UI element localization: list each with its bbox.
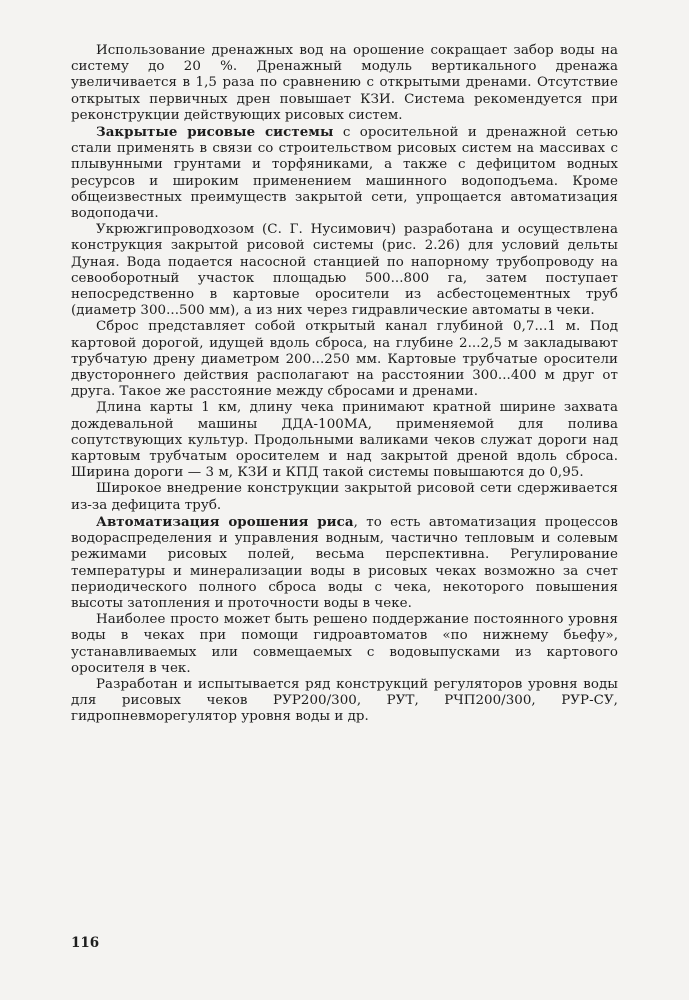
paragraph-text: Использование дренажных вод на орошение сокращает забор воды на систему до 20 %. Дренажный модуль вертикального дренажа увеличивается в 1,5 раза по сравнению с открытыми дренами. Отсутствие открытых первичных дрен повышает КЗИ. Система рекомендуется при реконструкции действующих рисовых систем. [71, 43, 618, 123]
paragraph-water-level [71, 612, 618, 677]
paragraph-lead: Закрытые рисовые системы [96, 124, 334, 141]
paragraph-text: Длина карты 1 км, длину чека принимают кратной ширине захвата дождевальной машины ДДА-100МА, применяемой для полива сопутствующих культур. Продольными валиками чеков служат дороги над картовым трубчатым оросителем и над закрытой дреной вдоль сброса. Ширина дороги — 3 м, КЗИ и КПД такой системы повышаются до 0,95. [71, 400, 618, 481]
paragraph-text: с оросительной и дренажной сетью стали применять в связи со строительством рисовых систем на массивах с плывунными грунтами и торфяниками, а также с дефицитом водных ресурсов и широким применением машинного водоподъема. Кроме общеизвестных преимуществ закрытой сети, упрощается автоматизация водоподачи. [71, 125, 618, 222]
paragraph-field-length [71, 400, 618, 481]
paragraph-lead: Автоматизация орошения риса [96, 513, 354, 530]
paragraph-text: Широкое внедрение конструкции закрытой рисовой сети сдерживается из-за дефицита труб. [71, 481, 618, 513]
paragraph-text: Сброс представляет собой открытый канал глубиной 0,7...1 м. Под картовой дорогой, идущей вдоль сброса, на глубине 2...2,5 м закладывают трубчатую дрену диаметром 200...250 мм. Картовые трубчатые оросители двустороннего действия располагают на расстоянии 300...400 м друг от друга. Такое же расстояние между сбросами и дренами. [71, 319, 618, 400]
paragraph-closed-rice-systems [71, 124, 618, 222]
paragraph-drainage-canal [71, 319, 618, 400]
page-number: 116 [71, 935, 100, 951]
paragraph-text: , то есть автоматизация процессов водораспределения и управления водным, частично тепловым и солевым режимами рисовых полей, весьма перспективна. Регулирование температуры и минерализации воды в рисовых чеках возможно за счет периодического полного сброса воды с чека, некоторого повышения высоты затопления и проточности воды в чеке. [71, 514, 618, 611]
body-text [71, 43, 618, 726]
paragraph-text: Разработан и испытывается ряд конструкций регуляторов уровня воды для рисовых чеков РУР200/300, РУТ, РЧП200/300, РУР-СУ, гидропневморегулятор уровня воды и др. [71, 676, 618, 725]
paragraph-ukryuzhgiprovodkhoz [71, 222, 618, 319]
paragraph-text: Укрюжгипроводхозом (С. Г. Нусимович) разработана и осуществлена конструкция закрытой рисовой системы (рис. 2.26) для условий дельты Дуная. Вода подается насосной станцией по напорному трубопроводу на севооборотный участок площадью 500...800 га, затем поступает непосредственно в картовые оросители из асбестоцементных труб (диаметр 300...500 мм), а из них через гидравлические автоматы в чеки. [71, 222, 618, 319]
paragraph-pipe-deficit [71, 481, 618, 513]
paragraph-regulators [71, 677, 618, 726]
paragraph-text: Наиболее просто может быть решено поддержание постоянного уровня воды в чеках при помощи гидроавтоматов «по нижнему бьефу», устанавливаемых или совмещаемых с водовыпусками из картового оросителя в чек. [71, 612, 618, 676]
paragraph-irrigation-automation [71, 514, 618, 612]
paragraph-drainage-water-use [71, 43, 618, 124]
